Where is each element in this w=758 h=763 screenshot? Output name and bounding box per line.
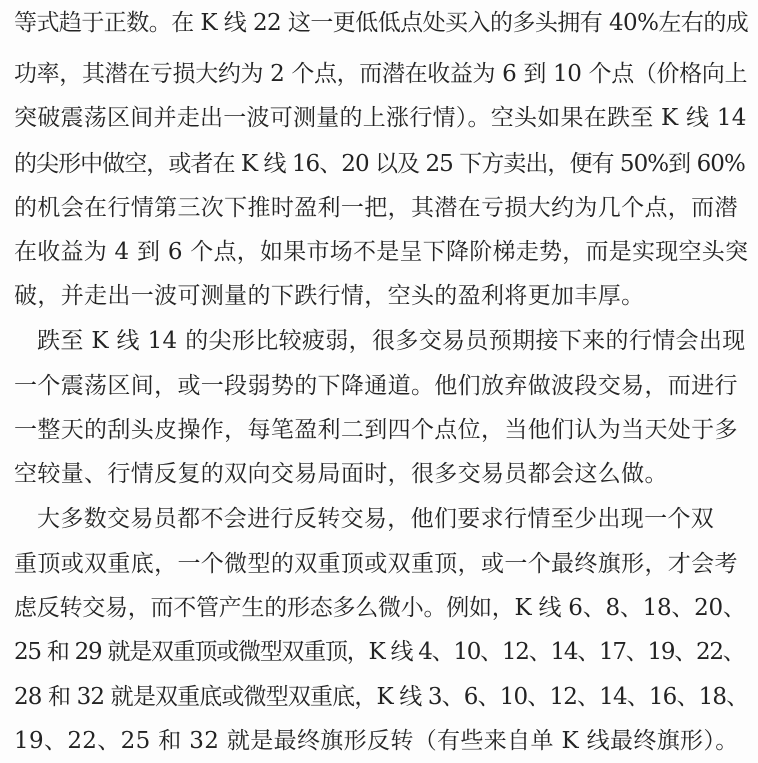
text-line: 28 和 32 就是双重底或微型双重底，K 线 3、6、10、12、14、16、18、 [14,684,749,710]
text-line: 的机会在行情第三次下推时盈利一把，其潜在亏损大约为几个点，而潜 [14,195,738,221]
text-line: 大多数交易员都不会进行反转交易，他们要求行情至少出现一个双 [37,506,715,532]
text-line: 19、22、25 和 32 就是最终旗形反转（有些来自单 K 线最终旗形）。 [14,728,739,754]
text-line: 破，并走出一波可测量的下跌行情，空头的盈利将更加丰厚。 [14,283,645,309]
text-line: 在收益为 4 到 6 个点，如果市场不是呈下降阶梯走势，而是实现空头突 [14,239,749,265]
text-line: 跌至 K 线 14 的尖形比较疲弱，很多交易员预期接下来的行情会出现 [37,328,746,354]
text-line: 一个震荡区间，或一段弱势的下降通道。他们放弃做波段交易，而进行 [14,373,738,399]
text-line: 重顶或双重底，一个微型的双重顶或双重顶，或一个最终旗形，才会考 [14,551,738,577]
text-line: 25 和 29 就是双重顶或微型双重顶，K 线 4、10、12、14、17、19、22、 [14,639,745,665]
text-line: 功率，其潜在亏损大约为 2 个点，而潜在收益为 6 到 10 个点（价格向上 [14,61,748,87]
text-line: 的尖形中做空，或者在 K 线 16、20 以及 25 下方卖出，便有 50%到 60% [14,151,745,177]
text-line: 一整天的刮头皮操作，每笔盈利二到四个点位，当他们认为当天处于多 [14,417,738,443]
text-line: 等式趋于正数。在 K 线 22 这一更低低点处买入的多头拥有 40%左右的成 [14,10,749,36]
text-line: 空较量、行情反复的双向交易局面时，很多交易员都会这么做。 [14,461,668,487]
text-line: 突破震荡区间并走出一波可测量的上涨行情）。空头如果在跌至 K 线 14 [14,105,747,131]
text-line: 虑反转交易，而不管产生的形态多么微小。例如，K 线 6、8、18、20、 [14,595,746,621]
